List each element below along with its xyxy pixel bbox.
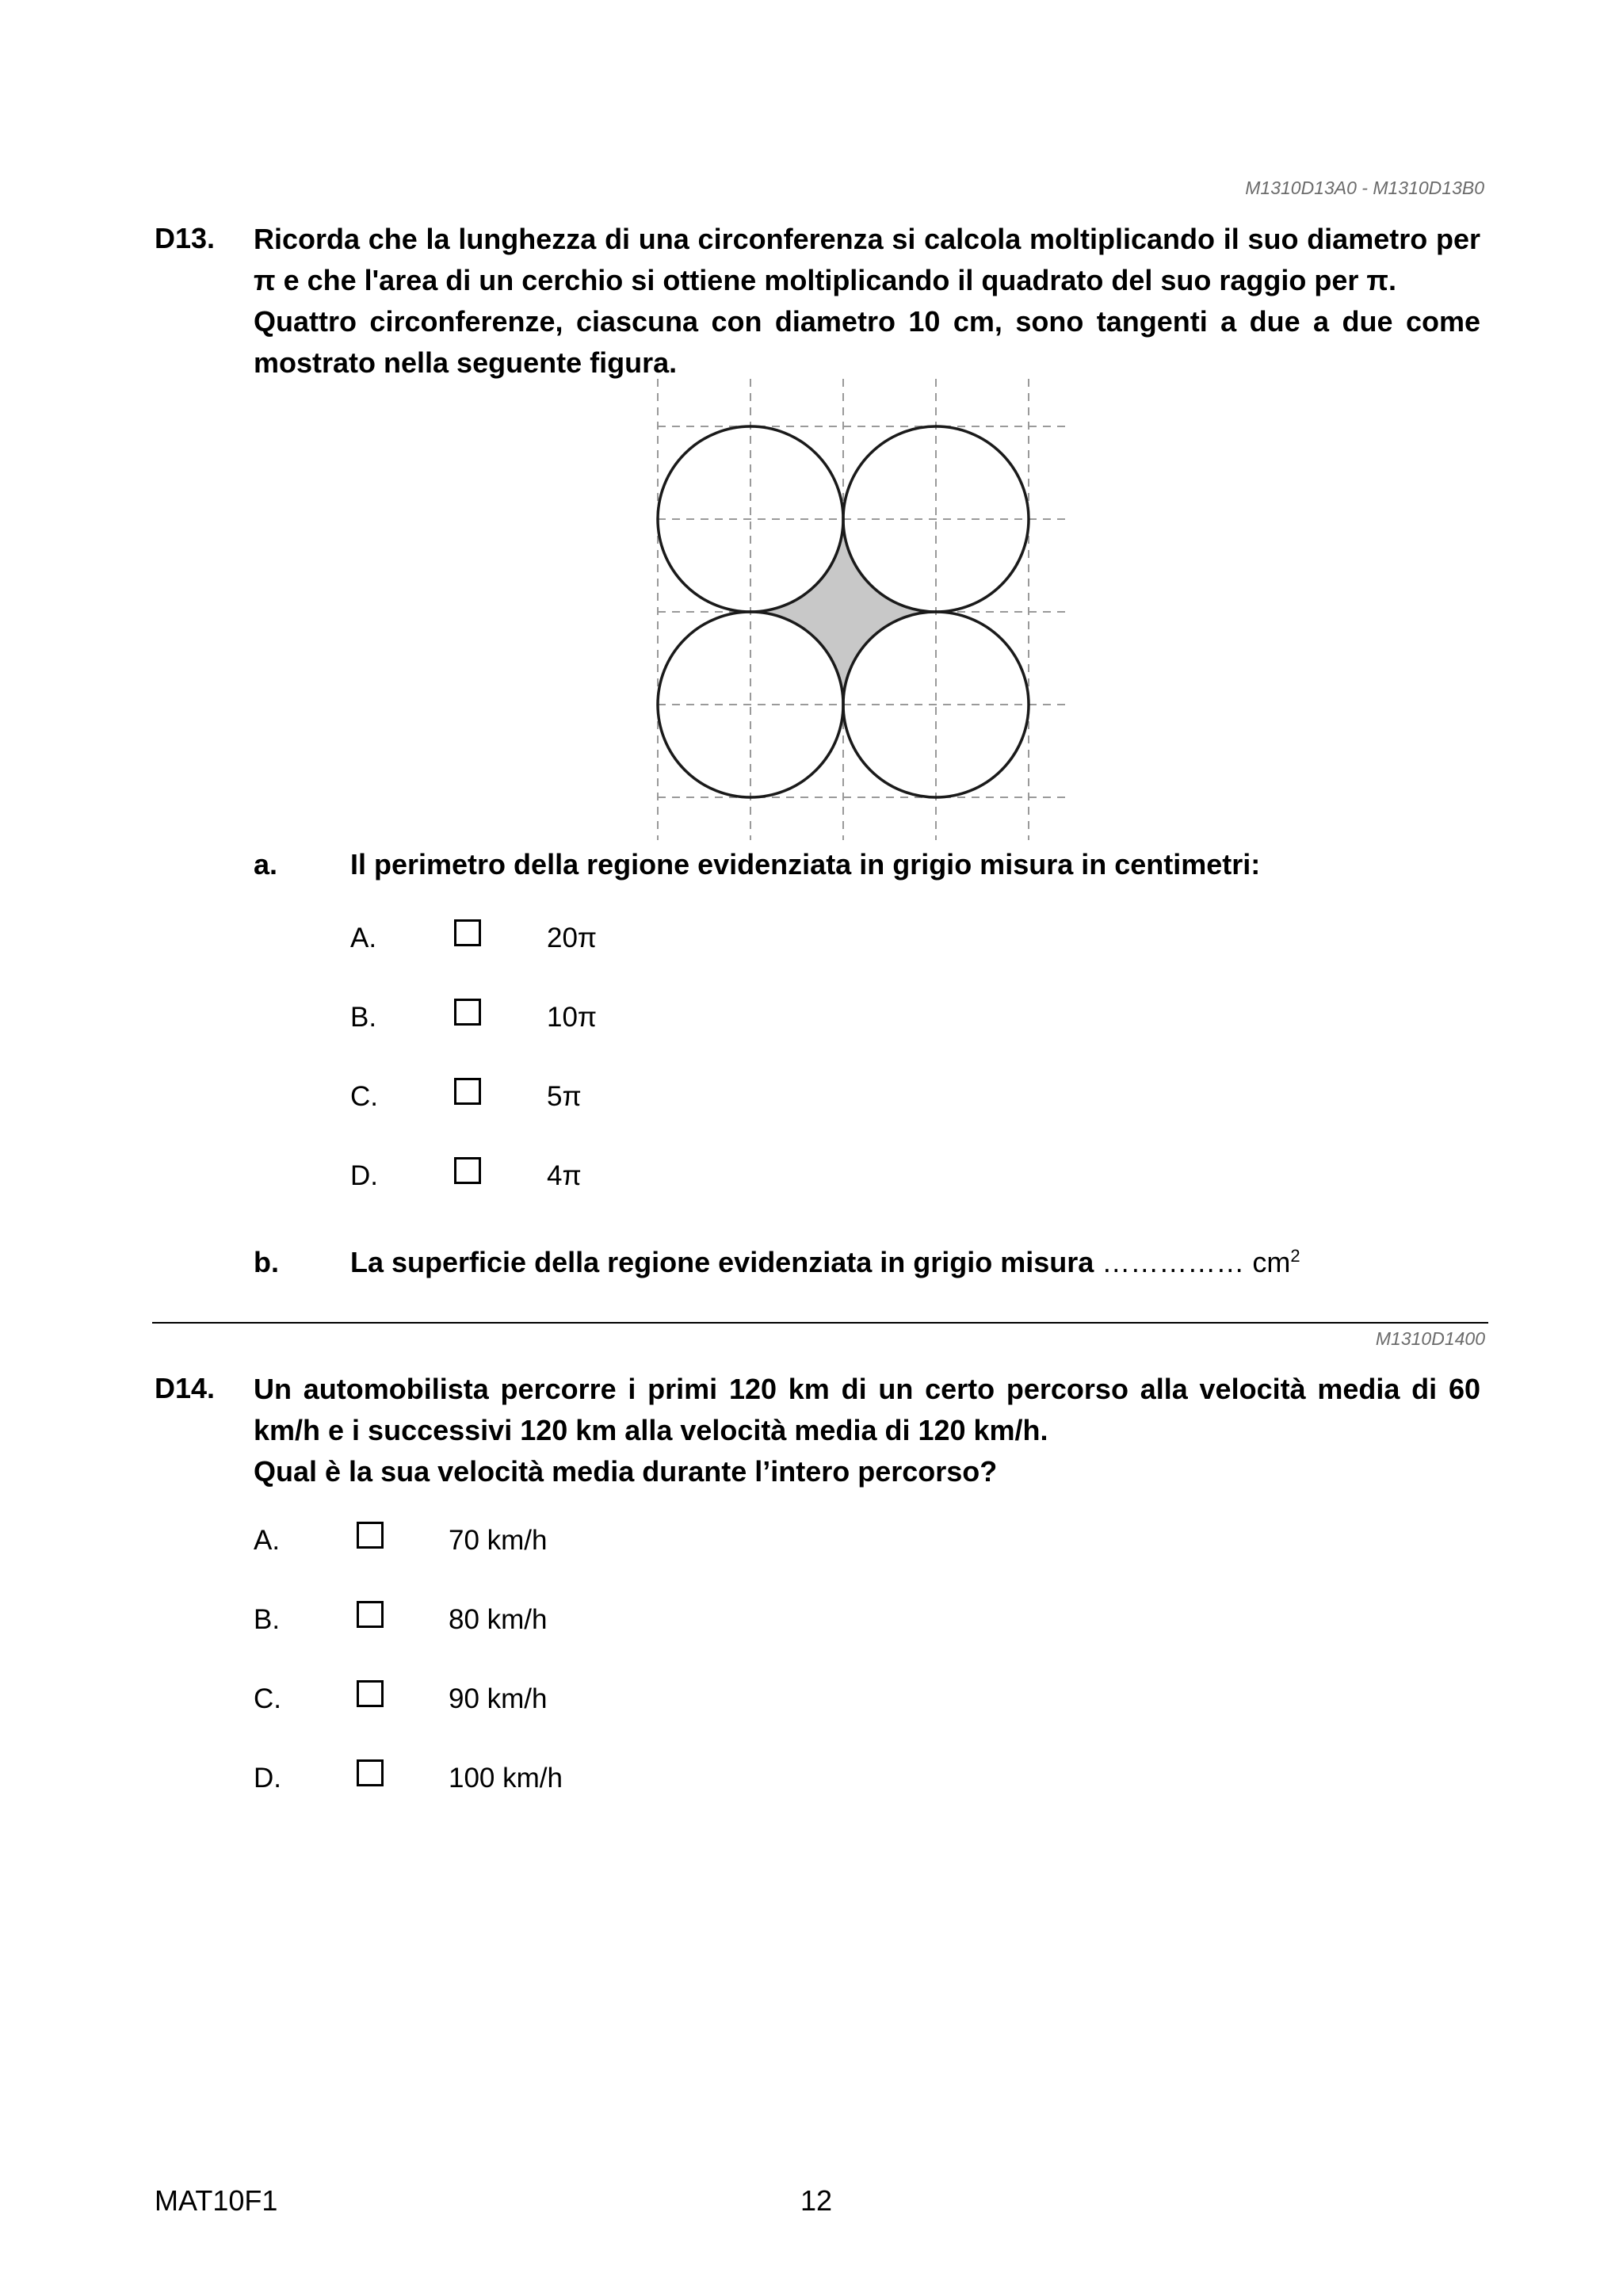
part-a-label: a. [254,848,278,881]
option-letter: A. [350,923,377,953]
checkbox-d14-option-c[interactable] [357,1680,384,1707]
question-line: Quattro circonferenze, ciascuna con diametro 10 cm, sono tangenti a due a due come [254,305,1480,338]
option-letter: D. [350,1160,378,1191]
option-text: 100 km/h [449,1763,563,1794]
checkbox-d14-option-b[interactable] [357,1601,384,1628]
part-a-text: Il perimetro della regione evidenziata in grigio misura in centimetri: [350,848,1261,881]
option-letter: A. [254,1525,281,1556]
option-letter: B. [350,1002,377,1033]
unit-exponent: 2 [1290,1246,1300,1266]
question-number-d13: D13. [155,222,216,254]
option-letter: D. [254,1763,281,1794]
section-code: M1310D1400 [1375,1328,1485,1349]
question-line: π e che l'area di un cerchio si ottiene moltiplicando il quadrato del suo raggio per π. [254,264,1396,296]
option-text: 4π [547,1160,582,1191]
footer-code: MAT10F1 [155,2184,278,2217]
question-line: km/h e i successivi 120 km alla velocità media di 120 km/h. [254,1414,1048,1446]
option-text: 70 km/h [449,1525,548,1556]
question-text-d14 [254,1369,1480,1492]
answer-blank[interactable]: …………… [1102,1246,1245,1278]
option-letter: B. [254,1604,281,1635]
checkbox-a-option-b[interactable] [454,999,481,1026]
checkbox-a-option-d[interactable] [454,1157,481,1184]
checkbox-a-option-a[interactable] [454,919,481,946]
part-b-question: La superficie della regione evidenziata in grigio misura [350,1246,1094,1278]
section-divider [152,1322,1488,1324]
question-line: Qual è la sua velocità media durante l’intero percorso? [254,1455,998,1488]
checkbox-d14-option-d[interactable] [357,1759,384,1786]
question-text-d13 [254,219,1480,384]
question-number-d14: D14. [155,1372,216,1404]
option-letter: C. [254,1683,281,1714]
unit-label: cm [1252,1246,1291,1278]
option-text: 5π [547,1081,582,1112]
option-text: 20π [547,923,598,953]
question-line: mostrato nella seguente figura. [254,346,678,379]
page-number: 12 [800,2184,833,2217]
part-b-text [350,1246,1300,1279]
option-letter: C. [350,1081,378,1112]
question-line: Un automobilista percorre i primi 120 km di un certo percorso alla velocità media di 60 [254,1373,1480,1405]
option-text: 90 km/h [449,1683,548,1714]
checkbox-d14-option-a[interactable] [357,1522,384,1549]
part-b-label: b. [254,1246,279,1278]
four-circles-figure [602,379,1078,846]
checkbox-a-option-c[interactable] [454,1078,481,1105]
option-text: 10π [547,1002,598,1033]
question-line: Ricorda che la lunghezza di una circonferenza si calcola moltiplicando il suo diametro per [254,223,1480,255]
shaded-region [750,519,936,705]
option-text: 80 km/h [449,1604,548,1635]
header-item-code: M1310D13A0 - M1310D13B0 [1245,178,1484,198]
